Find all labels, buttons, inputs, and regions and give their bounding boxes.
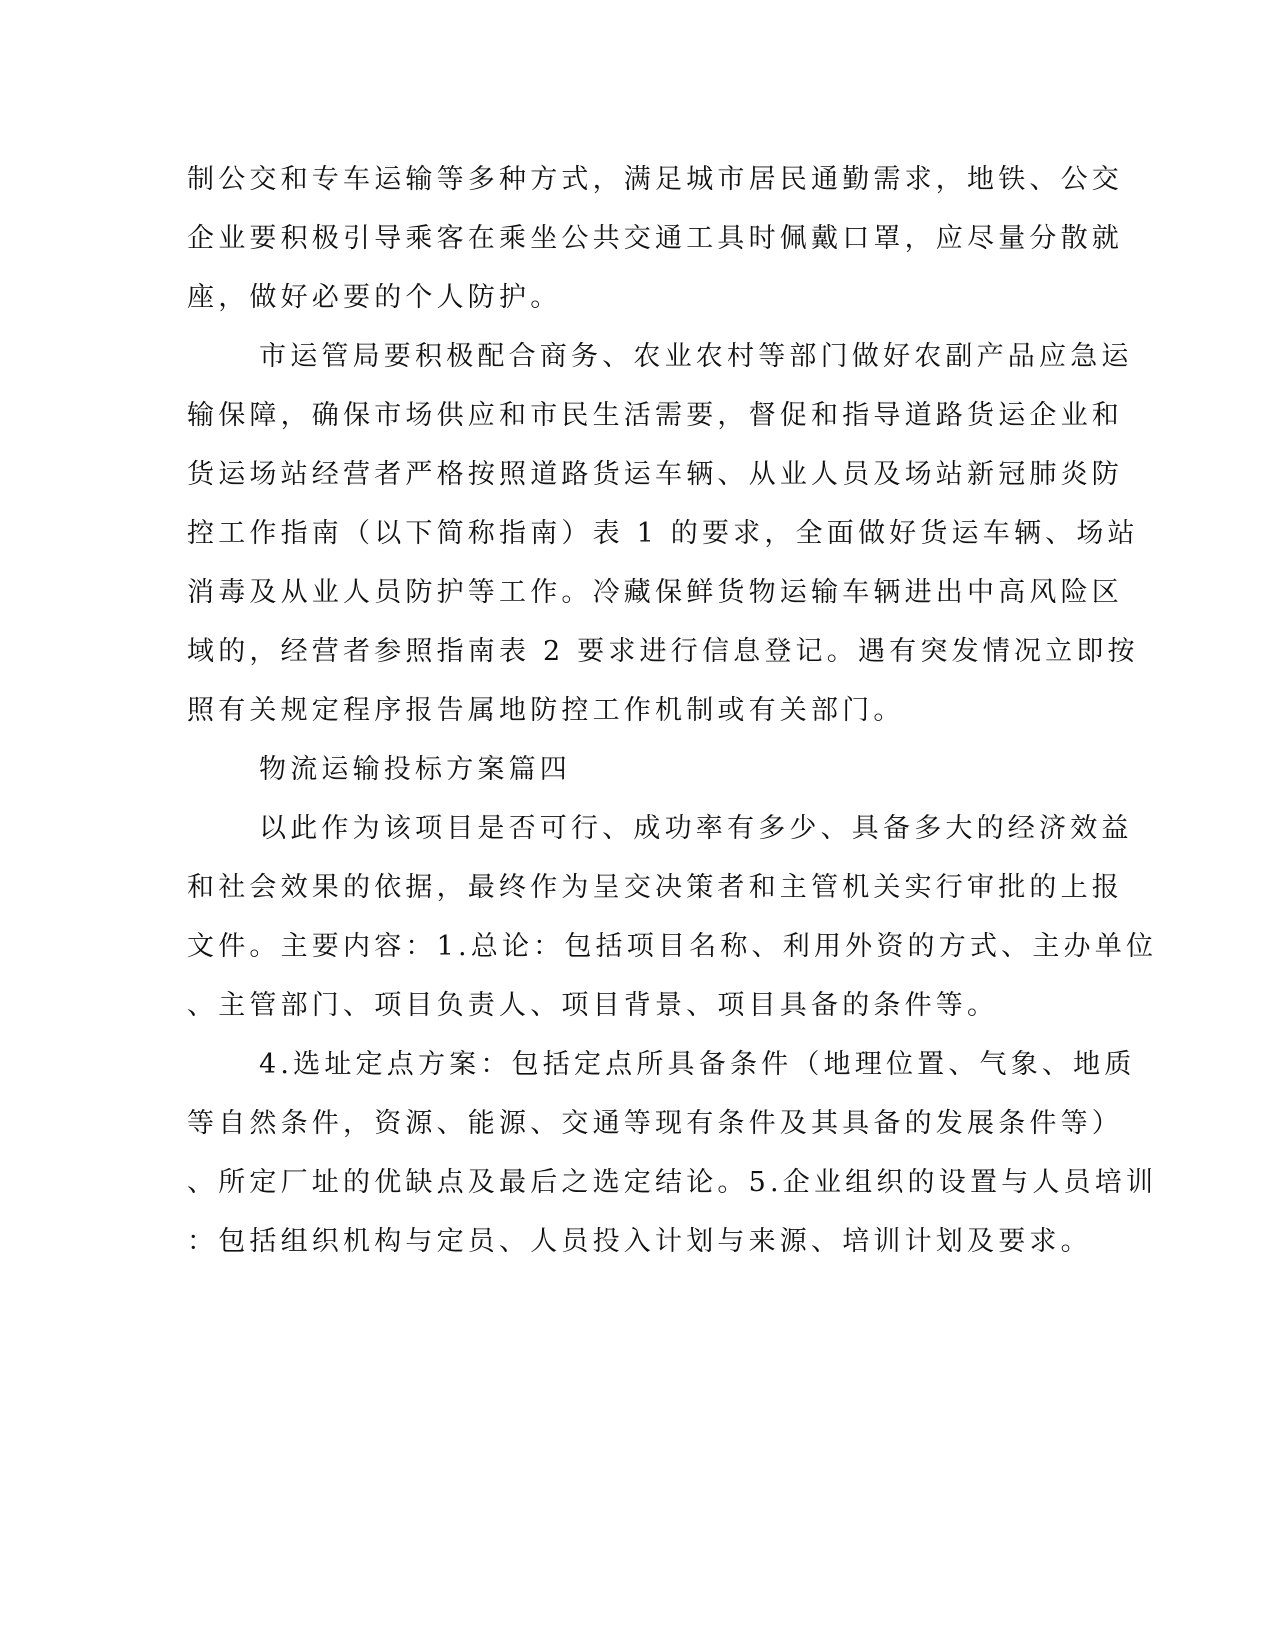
text-line: 和社会效果的依据，最终作为呈交决策者和主管机关实行审批的上报 — [187, 872, 1123, 903]
text-line: 、主管部门、项目负责人、项目背景、项目具备的条件等。 — [187, 990, 999, 1021]
text-line: 等自然条件，资源、能源、交通等现有条件及其具备的发展条件等） — [187, 1108, 1123, 1139]
text-line: 控工作指南（以下简称指南）表 1 的要求，全面做好货运车辆、场站 — [187, 518, 1139, 549]
paragraph-first-line: 以此作为该项目是否可行、成功率有多少、具备多大的经济效益 — [259, 813, 1133, 844]
text-line: 企业要积极引导乘客在乘坐公共交通工具时佩戴口罩，应尽量分散就 — [187, 223, 1123, 254]
text-line: 域的，经营者参照指南表 2 要求进行信息登记。遇有突发情况立即按 — [187, 636, 1139, 667]
text-line: 、所定厂址的优缺点及最后之选定结论。5.企业组织的设置与人员培训 — [187, 1167, 1158, 1198]
text-line: ：包括组织机构与定员、人员投入计划与来源、培训计划及要求。 — [187, 1226, 1092, 1257]
text-line: 货运场站经营者严格按照道路货运车辆、从业人员及场站新冠肺炎防 — [187, 459, 1123, 490]
text-line: 座，做好必要的个人防护。 — [187, 282, 562, 313]
text-line: 输保障，确保市场供应和市民生活需要，督促和指导道路货运企业和 — [187, 400, 1123, 431]
section-heading: 物流运输投标方案篇四 — [259, 754, 571, 785]
text-line: 照有关规定程序报告属地防控工作机制或有关部门。 — [187, 695, 905, 726]
text-line: 制公交和专车运输等多种方式，满足城市居民通勤需求，地铁、公交 — [187, 164, 1123, 195]
paragraph-first-line: 4.选址定点方案：包括定点所具备条件（地理位置、气象、地质 — [259, 1049, 1136, 1080]
paragraph-first-line: 市运管局要积极配合商务、农业农村等部门做好农副产品应急运 — [259, 341, 1133, 372]
text-line: 消毒及从业人员防护等工作。冷藏保鲜货物运输车辆进出中高风险区 — [187, 577, 1123, 608]
text-line: 文件。主要内容：1.总论：包括项目名称、利用外资的方式、主办单位 — [187, 931, 1158, 962]
